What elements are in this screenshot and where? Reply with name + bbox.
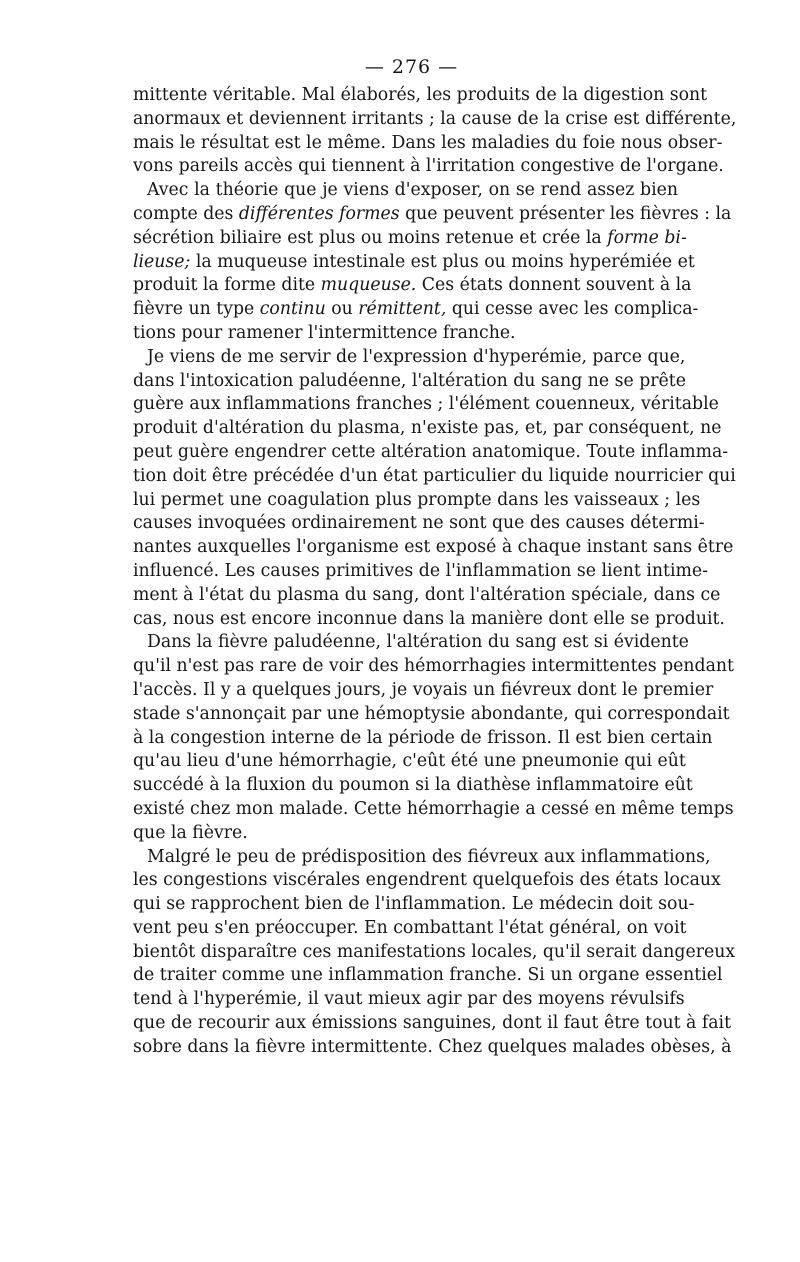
text-run: vent peu s'en préoccuper. En combattant l'état général, on voit [133,917,687,938]
text-line [133,393,719,417]
text-run: influencé. Les causes primitives de l'inflammation se lient intime- [133,560,708,581]
text-run: ment à l'état du plasma du sang, dont l'altération spéciale, dans ce [133,584,721,605]
body-text [133,84,737,1060]
text-line [133,179,678,203]
text-run: anormaux et deviennent irritants ; la cause de la crise est différente, [133,108,737,129]
text-line [133,679,714,703]
text-line [133,631,689,655]
text-line [133,108,737,132]
text-run: existé chez mon malade. Cette hémorrhagie a cessé en même temps [133,798,734,819]
text-line [133,274,692,298]
text-line [133,964,723,988]
text-run: que de recourir aux émissions sanguines, dont il faut être tout à fait [133,1013,732,1034]
text-line [133,251,695,275]
text-run: mittente véritable. Mal élaborés, les produits de la digestion sont [133,85,708,105]
text-run: stade s'annonçait par une hémoptysie abondante, qui correspondait [133,703,730,724]
text-run: les congestions viscérales engendrent quelquefois des états locaux [133,870,721,891]
text-line [133,917,687,941]
text-run: la muqueuse intestinale est plus ou moins hyperémiée et [190,251,695,272]
text-run: lui permet une coagulation plus prompte dans les vaisseaux ; les [133,489,701,510]
text-run: compte des [133,203,239,224]
text-line [133,774,693,798]
text-line [133,941,736,965]
italic-text-run: continu [259,299,326,320]
italic-text-run: différentes formes [238,203,400,224]
text-run: mais le résultat est le même. Dans les maladies du foie nous obser- [133,132,723,153]
text-line [133,1012,732,1036]
text-line [133,869,721,893]
text-run: fièvre un type [133,299,260,320]
text-run: que la fièvre. [133,822,248,843]
text-run: Avec la théorie que je viens d'exposer, on se rend assez bien [147,180,678,201]
text-run: Je viens de me servir de l'expression d'hyperémie, parce que, [147,346,686,367]
text-run: qui se rapprochent bien de l'inflammation. Le médecin doit sou- [133,894,695,915]
text-line [133,988,685,1012]
text-run: qui cesse avec les complica- [446,299,699,320]
text-line [133,703,730,727]
text-run: Ces états donnent souvent à la [416,275,692,296]
text-run: produit la forme dite [133,275,321,296]
italic-text-run: muqueuse. [320,275,417,296]
text-run: à la congestion interne de la période de frisson. Il est bien certain [133,727,713,748]
text-run: qu'au lieu d'une hémorrhagie, c'eût été une pneumonie qui eût [133,751,686,772]
text-run: vons pareils accès qui tiennent à l'irritation congestive de l'organe. [133,156,724,177]
text-line [133,227,687,251]
text-run: Dans la fièvre paludéenne, l'altération du sang est si évidente [147,632,689,653]
text-run: causes invoquées ordinairement ne sont que des causes détermi- [133,513,705,534]
text-run: guère aux inflammations franches ; l'élément couenneux, véritable [133,394,719,415]
text-line [133,750,686,774]
paragraph [133,179,732,346]
text-run: sécrétion biliaire est plus ou moins retenue et crée la [133,227,608,248]
paragraph [133,631,734,845]
page-number: — 276 — [364,56,459,78]
paragraph [133,846,736,1060]
text-run: tions pour ramener l'intermittence franche. [133,322,516,343]
text-line [133,893,695,917]
text-line [133,155,724,179]
text-line [133,560,708,584]
text-line [133,322,678,346]
text-line [133,489,701,513]
text-run: tion doit être précédée d'un état particulier du liquide nourricier qui [133,465,736,486]
text-run: de traiter comme une inflammation franche. Si un organe essentiel [133,965,723,986]
text-run: qu'il n'est pas rare de voir des hémorrhagies intermittentes pendant [133,656,734,677]
text-run: peut guère engendrer cette altération anatomique. Toute inflamma- [133,441,729,462]
text-run: dans l'intoxication paludéenne, l'altération du sang ne se prête [133,370,686,391]
text-line [133,370,686,394]
text-line [133,441,729,465]
text-run: l'accès. Il y a quelques jours, je voyais un fiévreux dont le premier [133,679,714,700]
text-line [133,727,713,751]
text-run: succédé à la fluxion du poumon si la diathèse inflammatoire eût [133,775,693,796]
text-line [133,608,725,632]
italic-text-run: rémittent, [358,299,447,320]
text-line [133,84,708,108]
text-run: Malgré le peu de prédisposition des fiévreux aux inflammations, [147,846,711,867]
text-line [133,346,686,370]
text-line [133,417,722,441]
text-line [133,512,705,536]
text-line [133,203,732,227]
text-line [133,822,678,846]
italic-text-run: lieuse; [133,251,191,272]
text-line [133,298,699,322]
text-line [133,798,734,822]
text-line [133,655,734,679]
text-line [133,584,721,608]
text-run: que peuvent présenter les fièvres : la [399,203,732,224]
text-line [133,536,734,560]
text-line [133,132,723,156]
paragraph [133,346,736,632]
text-run: sobre dans la fièvre intermittente. Chez quelques malades obèses, à [133,1036,732,1057]
text-line [133,465,736,489]
text-line [133,846,711,870]
text-run: ou [325,299,359,320]
text-line [133,1036,732,1060]
text-run: tend à l'hyperémie, il vaut mieux agir par des moyens révulsifs [133,989,685,1010]
text-run: nantes auxquelles l'organisme est exposé à chaque instant sans être [133,537,734,558]
italic-text-run: forme bi- [607,227,687,248]
paragraph [133,84,737,179]
text-run: produit d'altération du plasma, n'existe pas, et, par conséquent, ne [133,418,722,439]
text-run: cas, nous est encore inconnue dans la manière dont elle se produit. [133,608,725,629]
book-page [133,52,737,1060]
text-run: bientôt disparaître ces manifestations locales, qu'il serait dangereux [133,941,736,962]
